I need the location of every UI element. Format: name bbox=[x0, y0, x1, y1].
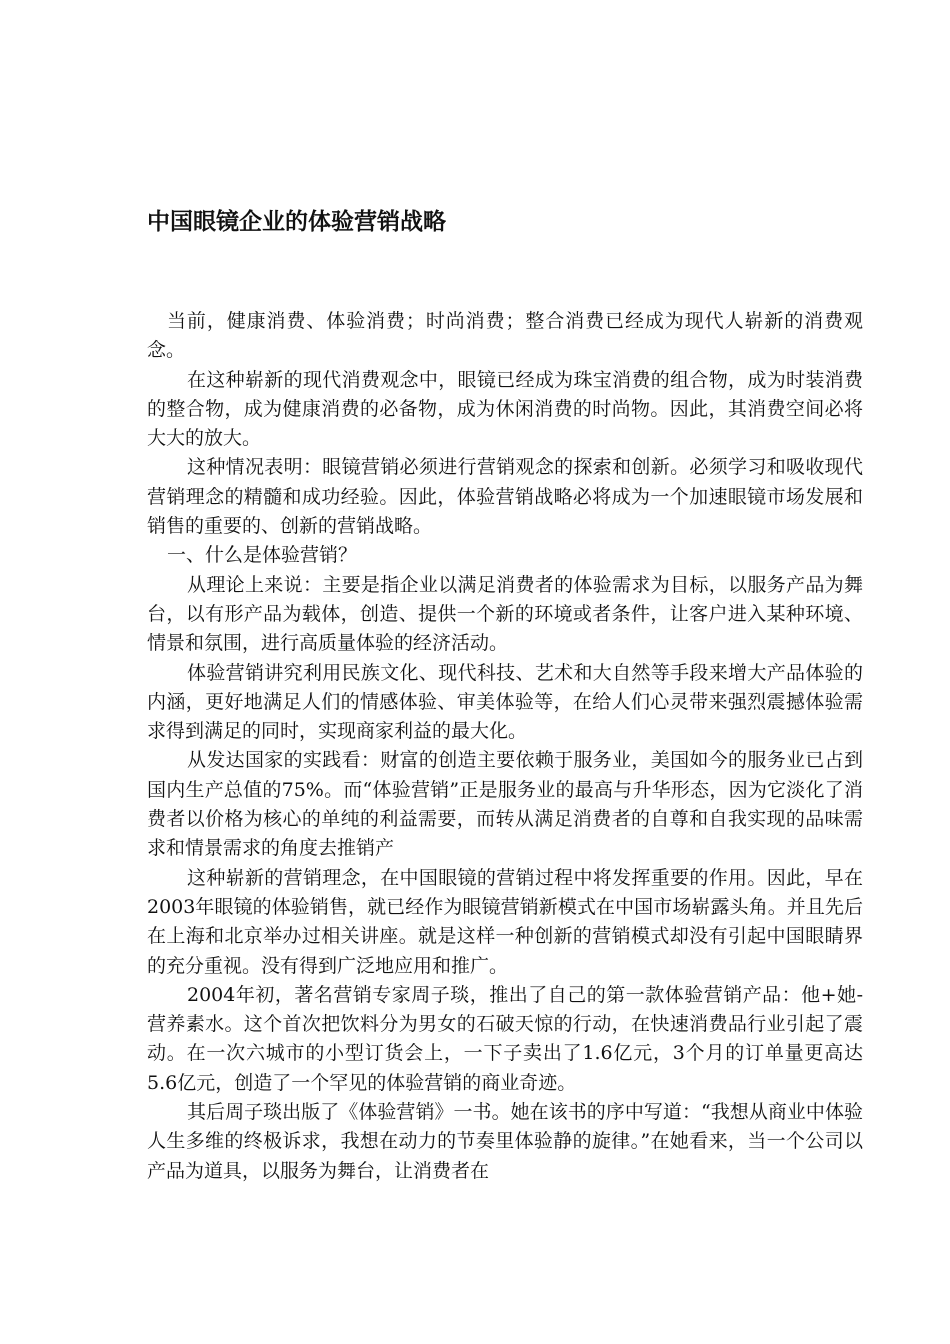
paragraph-experience-means: 体验营销讲究利用民族文化、现代科技、艺术和大自然等手段来增大产品体验的内涵，更好地满足人们的情感体验、审美体验等，在给人们心灵带来强烈震撼体验需求得到满足的同时，实现商家利益的最大化。 bbox=[147, 661, 863, 743]
document-title: 中国眼镜企业的体验营销战略 bbox=[147, 209, 446, 235]
paragraph-eyewear-role: 在这种崭新的现代消费观念中，眼镜已经成为珠宝消费的组合物，成为时装消费的整合物，成为健康消费的必备物，成为休闲消费的时尚物。因此，其消费空间必将大大的放大。 bbox=[147, 368, 863, 450]
paragraph-consumption-concepts: 当前，健康消费、体验消费；时尚消费；整合消费已经成为现代人崭新的消费观念。 bbox=[147, 310, 863, 362]
document-body bbox=[147, 307, 863, 1186]
section-heading-what-is-experience-marketing: 一、什么是体验营销？ bbox=[167, 544, 358, 567]
paragraph-2004-case: 2004年初，著名营销专家周子琰，推出了自己的第一款体验营销产品：他+她-营养素水。这个首次把饮料分为男女的石破天惊的行动，在快速消费品行业引起了震动。在一次六城市的小型订货会上，一下子卖出了1.6亿元，3个月的订单量更高达5.6亿元，创造了一个罕见的体验营销的商业奇迹。 bbox=[147, 983, 863, 1094]
paragraph-china-eyewear-application: 这种崭新的营销理念，在中国眼镜的营销过程中将发挥重要的作用。因此，早在2003年眼镜的体验销售，就已经作为眼镜营销新模式在中国市场崭露头角。并且先后在上海和北京举办过相关讲座。就是这样一种创新的营销模式却没有引起中国眼睛界的充分重视。没有得到广泛地应用和推广。 bbox=[147, 866, 863, 977]
paragraph-marketing-innovation: 这种情况表明：眼镜营销必须进行营销观念的探索和创新。必须学习和吸收现代营销理念的精髓和成功经验。因此，体验营销战略必将成为一个加速眼镜市场发展和销售的重要的、创新的营销战略。 bbox=[147, 456, 863, 538]
paragraph-book-quote: 其后周子琰出版了《体验营销》一书。她在该书的序中写道：“我想从商业中体验人生多维的终极诉求，我想在动力的节奏里体验静的旋律。”在她看来，当一个公司以产品为道具，以服务为舞台，让消费者在 bbox=[147, 1101, 863, 1182]
paragraph-developed-countries: 从发达国家的实践看：财富的创造主要依赖于服务业，美国如今的服务业已占到国内生产总值的75%。而“体验营销”正是服务业的最高与升华形态，因为它淡化了消费者以价格为核心的单纯的利益需要，而转从满足消费者的自尊和自我实现的品味需求和情景需求的角度去推销产 bbox=[147, 749, 863, 860]
paragraph-theory-definition: 从理论上来说：主要是指企业以满足消费者的体验需求为目标，以服务产品为舞台，以有形产品为载体，创造、提供一个新的环境或者条件，让客户进入某种环境、情景和氛围，进行高质量体验的经济活动。 bbox=[147, 573, 863, 655]
